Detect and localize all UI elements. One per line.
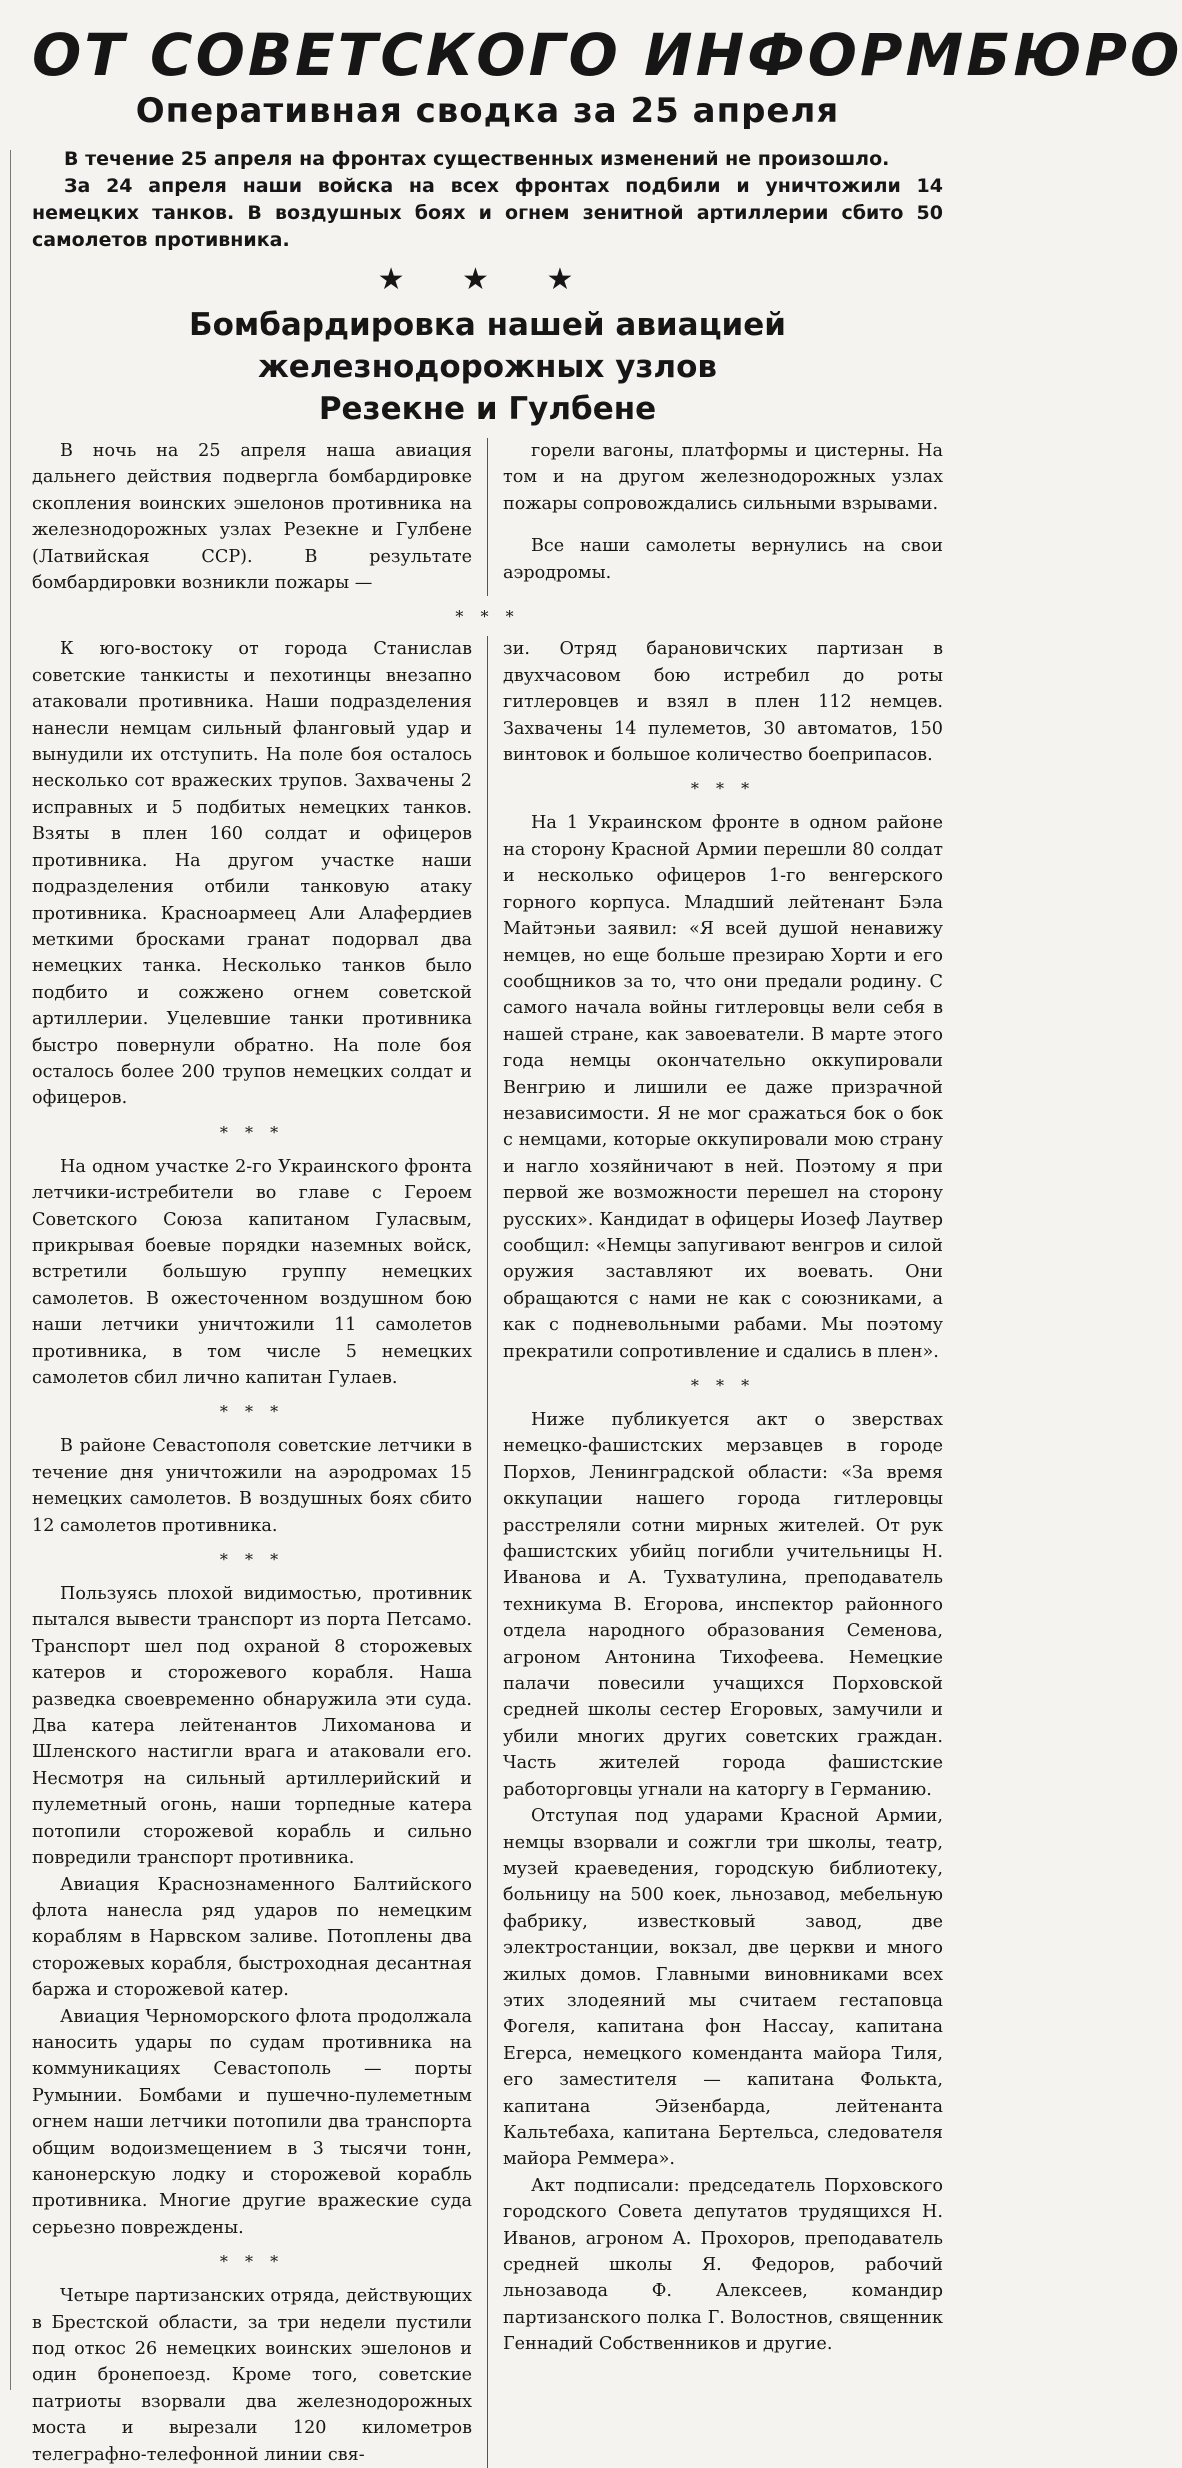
section-separator: * * * bbox=[690, 779, 756, 799]
article-hungarian-defectors: На 1 Украинском фронте в одном районе на сторону Красной Армии перешли 80 солдат и несколько офицеров 1-го венгерского горного корпуса. Младший лейтенант Бэла Майтэньи заявил: «Я всей душой ненавижу немцев, но еще больше презираю Хорти и его сообщников за то, что они предали родину. С самого начала войны гитлеровцы вели себя в нашей стране, как завоеватели. В марте этого года немцы окончательно оккупировали Венгрию и лишили ее даже призрачной независимости. Я не мог сражаться бок о бок с немцами, которые оккупировали мою страну и нагло хозяйничают в ней. Поэтому я при первой же возможности перешел на сторону русских». Кандидат в офицеры Иозеф Лаутвер сообщил: «Немцы запугивают венгров и силой оружия заставляют их воевать. Они обращаются с нами не как с союзниками, а как с подневольными рабами. Мы поэтому прекратили сопротивление и сдались в плен». bbox=[503, 813, 943, 1362]
section-separator: ★ ★ ★ bbox=[377, 262, 598, 297]
bombing-right-column bbox=[503, 438, 943, 596]
section-separator: * * * bbox=[690, 1376, 756, 1395]
bombing-left-column bbox=[32, 438, 472, 596]
article-paragraph: В ночь на 25 апреля наша авиация дальнего действия подвергла бомбардировке скопления воинских эшелонов противника на железнодорожных узлах Резекне и Гулбене (Латвийская ССР). В результате бомбардировки возникли пожары — bbox=[32, 441, 472, 594]
article-black-sea-fleet: Авиация Черноморского флота продолжала наносить удары по судам противника на коммуникациях Севастополь — порты Румынии. Бомбами и пушечно-пулеметным огнем наши летчики потопили два транспорта общим водоизмещением в 3 тысячи тонн, канонерскую лодку и сторожевой корабль противника. Многие другие вражеские суда серьезно повреждены. bbox=[32, 2006, 472, 2238]
article-porkhov-destruction: Отступая под ударами Красной Армии, немцы взорвали и сожгли три школы, театр, музей краеведения, городскую библиотеку, больницу на 500 коек, льнозавод, мебельную фабрику, известковый завод, две электростанции, вокзал, две церкви и много жилых домов. Главными виновниками всех этих злодеяний мы считаем гестаповца Фогеля, капитана фон Нассау, капитана Егерса, немецкого коменданта майора Тиля, его заместителя — капитана Фолькта, капитана Эйзенбарда, лейтенанта Кальтебаха, капитана Бертельса, следователя майора Реммера». bbox=[503, 1806, 943, 2170]
article-sevastopol: В районе Севастополя советские летчики в течение дня уничтожили на аэродромах 15 немецких самолетов. В воздушных боях сбито 12 самолетов противника. bbox=[32, 1436, 472, 1536]
news-columns bbox=[32, 636, 943, 2468]
article-2nd-ukrainian-air: На одном участке 2-го Украинского фронта летчики-истребители во главе с Героем Советского Союза капитаном Гуласвым, прикрывая боевые порядки наземных войск, встретили большую группу немецких самолетов. В ожесточенном воздушном бою наши летчики уничтожили 11 самолетов противника, в том числе 5 немецких самолетов сбил лично капитан Гулаев. bbox=[32, 1156, 472, 1388]
section-separator: * * * bbox=[455, 607, 520, 627]
article-paragraph: горели вагоны, платформы и цистерны. На том и на другом железнодорожных узлах пожары сопровождались сильными взрывами. bbox=[503, 441, 943, 514]
bombing-headline-line1: Бомбардировка нашей авиацией железнодорожных узлов bbox=[188, 307, 787, 385]
page-edge-rule bbox=[10, 150, 11, 2390]
section-separator: * * * bbox=[219, 1402, 285, 1422]
section-separator: * * * bbox=[219, 2252, 285, 2272]
article-partisans-continued: зи. Отряд барановичских партизан в двухчасовом бою истребил до роты гитлеровцев и взял в плен 112 немцев. Захвачены 14 пулеметов, 30 автоматов, 150 винтовок и большое количество боеприпасов. bbox=[503, 639, 943, 766]
column-divider bbox=[487, 438, 488, 596]
right-news-column bbox=[503, 636, 943, 2468]
lead-paragraphs bbox=[32, 146, 943, 254]
lead-paragraph: В течение 25 апреля на фронтах существенных изменений не произошло. bbox=[64, 148, 890, 170]
article-stanislav: К юго-востоку от города Станислав советские танкисты и пехотинцы внезапно атаковали противника. Наши подразделения нанесли немцам сильный фланговый удар и вынудили их отступить. На поле боя осталось несколько сот вражеских трупов. Захвачены 2 исправных и 5 подбитых немецких танков. Взяты в плен 160 солдат и офицеров противника. На другом участке наши подразделения отбили танковую атаку противника. Красноармеец Али Алафердиев меткими бросками гранат подорвал два немецких танка. Несколько танков было подбито и сожжено огнем советской артиллерии. Уцелевшие танки противника быстро повернули обратно. На поле боя осталось более 200 трупов немецких солдат и офицеров. bbox=[32, 639, 472, 1109]
article-baltic-fleet: Авиация Краснознаменного Балтийского флота нанесла ряд ударов по немецким кораблям в Нарвском заливе. Потоплены два сторожевых корабля, быстроходная десантная баржа и сторожевой катер. bbox=[32, 1874, 472, 2001]
main-title: ОТ СОВЕТСКОГО ИНФОРМБЮРО bbox=[32, 21, 1182, 89]
article-porkhov-signatories: Акт подписали: председатель Порховского городского Совета депутатов трудящихся Н. Иванов, агроном А. Прохоров, преподаватель средней школы Я. Федоров, рабочий льнозавода Ф. Алексеев, командир партизанского полка Г. Волостнов, священник Геннадий Собственников и другие. bbox=[503, 2175, 943, 2355]
article-brest-partisans: Четыре партизанских отряда, действующих в Брестской области, за три недели пустили под откос 26 немецких воинских эшелонов и один бронепоезд. Кроме того, советские патриоты взорвали два железнодорожных моста и вырезали 120 километров телеграфно-телефонной линии свя- bbox=[32, 2286, 472, 2465]
section-separator: * * * bbox=[219, 1550, 285, 1570]
lead-paragraph: За 24 апреля наши войска на всех фронтах подбили и уничтожили 14 немецких танков. В воздушных боях и огнем зенитной артиллерии сбито 50 самолетов противника. bbox=[32, 175, 943, 251]
bombing-headline-line2: Резекне и Гулбене bbox=[318, 391, 657, 427]
summary-title: Оперативная сводка за 25 апреля bbox=[135, 91, 840, 131]
left-news-column bbox=[32, 636, 472, 2468]
article-paragraph: Все наши самолеты вернулись на свои аэродромы. bbox=[503, 536, 943, 583]
article-petsamo: Пользуясь плохой видимостью, противник пытался вывести транспорт из порта Петсамо. Транспорт шел под охраной 8 сторожевых катеров и сторожевого корабля. Наша разведка своевременно обнаружила эти суда. Два катера лейтенантов Лихоманова и Шленского настигли врага и атаковали его. Несмотря на сильный артиллерийский и пулеметный огонь, наши торпедные катера потопили сторожевой корабль и сильно повредили транспорт противника. bbox=[32, 1584, 472, 1869]
column-divider bbox=[487, 636, 488, 2468]
article-porkhov-act: Ниже публикуется акт о зверствах немецко-фашистских мерзавцев в городе Порхов, Ленинградской области: «За время оккупации нашего города гитлеровцы расстреляли сотни мирных жителей. От рук фашистских убийц погибли учительницы Н. Иванова и А. Тухватулина, преподаватель техникума В. Егорова, инспектор районного отдела народного образования Семенова, агроном Антонина Тихофеева. Немецкие палачи повесили учащихся Порховской средней школы сестер Егоровых, замучили и убили многих других советских граждан. Часть жителей города фашистские работорговцы угнали на каторгу в Германию. bbox=[503, 1410, 943, 1800]
bombing-article bbox=[32, 438, 943, 596]
section-separator: * * * bbox=[219, 1122, 285, 1142]
